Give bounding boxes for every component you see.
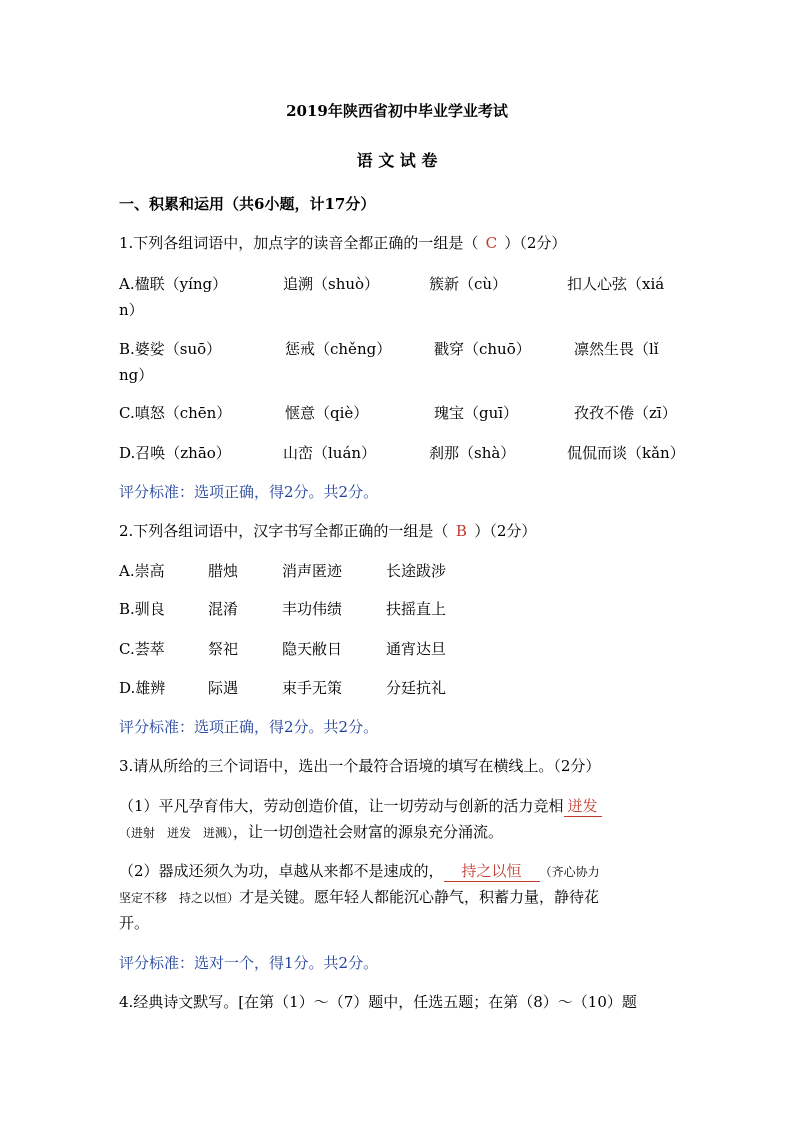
q4-stem: 4.经典诗文默写。[在第（1）～（7）题中，任选五题；在第（8）～（10）题 (119, 993, 637, 1011)
q3-p2-line2 (119, 887, 599, 908)
q1-a-c2: 追溯（shuò） (283, 275, 380, 293)
q1-c-c4: 孜孜不倦（zī） (574, 404, 677, 422)
q1-b-c1: B.婆娑（suō） (119, 340, 222, 358)
q1-a-c4: 扣人心弦（xiá (567, 275, 665, 293)
q1-scoring: 评分标准：选项正确，得2分。共2分。 (119, 483, 379, 501)
q3-p2-answer: 持之以恒 (444, 862, 540, 882)
q1-b-cont: ng） (119, 366, 154, 384)
q2-c-c1: C.荟萃 (119, 640, 165, 658)
q1-c-c3: 瑰宝（guī） (434, 404, 519, 422)
q1-c-c2: 惬意（qiè） (285, 404, 369, 422)
q1-stem-after: ）（2分） (504, 234, 567, 252)
q1-d-c2: 山峦（luán） (283, 444, 377, 462)
q2-stem-after: ）（2分） (474, 522, 537, 540)
q2-a-c1: A.崇高 (119, 562, 165, 580)
q1-d-c3: 刹那（shà） (429, 444, 516, 462)
q2-scoring: 评分标准：选项正确，得2分。共2分。 (119, 718, 379, 736)
q3-p2-options-b: 坚定不移 持之以恒） (119, 891, 240, 905)
q1-d-c4: 侃侃而谈（kǎn） (567, 444, 685, 462)
q3-p2-line1 (119, 861, 600, 882)
q1-b-c3: 戳穿（chuō） (434, 340, 531, 358)
q1-stem-before: 1.下列各组词语中，加点字的读音全都正确的一组是（ (119, 234, 479, 252)
q2-b-c1: B.驯良 (119, 600, 165, 618)
q2-stem (119, 521, 536, 541)
q1-a-cont: n） (119, 301, 144, 319)
q1-d-c1: D.召唤（zhāo） (119, 444, 231, 462)
q3-stem: 3.请从所给的三个词语中，选出一个最符合语境的填写在横线上。（2分） (119, 757, 601, 775)
q3-p2-line3: 开。 (119, 914, 150, 932)
q2-c-c2: 祭祀 (208, 640, 239, 658)
q3-p1-before: （1）平凡孕育伟大，劳动创造价值，让一切劳动与创新的活力竞相 (119, 797, 564, 815)
q2-b-c2: 混淆 (208, 600, 239, 618)
exam-subtitle: 语 文 试 卷 (356, 151, 438, 170)
q3-p1-answer: 迸发 (564, 797, 602, 817)
exam-title: 2019年陕西省初中毕业学业考试 (286, 102, 508, 120)
q2-d-c2: 际遇 (208, 679, 239, 697)
q1-a-c3: 簇新（cù） (429, 275, 508, 293)
q3-p1-options: （进射 迸发 迸溅） (119, 826, 234, 840)
section-heading: 一、积累和运用（共6小题，计17分） (119, 195, 376, 213)
q3-p1-after: ，让一切创造社会财富的源泉充分涌流。 (233, 823, 504, 841)
q2-d-c3: 束手无策 (282, 679, 343, 697)
q2-a-c4: 长途跋涉 (386, 562, 447, 580)
q1-answer: C (485, 234, 498, 252)
q2-b-c3: 丰功伟绩 (282, 600, 343, 618)
q2-b-c4: 扶摇直上 (386, 600, 447, 618)
q2-d-c1: D.雄辨 (119, 679, 166, 697)
q2-c-c4: 通宵达旦 (386, 640, 447, 658)
q3-scoring: 评分标准：选对一个，得1分。共2分。 (119, 954, 379, 972)
q1-c-c1: C.嗔怒（chēn） (119, 404, 232, 422)
q2-answer: B (455, 522, 467, 540)
q1-a-c1: A.楹联（yíng） (119, 275, 228, 293)
q2-a-c3: 消声匿迹 (282, 562, 343, 580)
q2-stem-before: 2.下列各组词语中，汉字书写全都正确的一组是（ (119, 522, 449, 540)
q1-b-c2: 惩戒（chěng） (285, 340, 392, 358)
q1-b-c4: 凛然生畏（lǐ (574, 340, 659, 358)
q2-d-c4: 分廷抗礼 (386, 679, 447, 697)
q3-p2-after-a: 才是关键。愿年轻人都能沉心静气，积蓄力量，静待花 (239, 888, 600, 906)
q3-p2-options-a: （齐心协力 (539, 865, 600, 879)
q3-p2-before: （2）器成还须久为功，卓越从来都不是速成的， (119, 862, 444, 880)
q3-p1-line2 (119, 822, 503, 843)
q1-stem (119, 233, 566, 253)
q2-a-c2: 腊烛 (208, 562, 239, 580)
q3-p1-line1 (119, 796, 602, 816)
q2-c-c3: 隐天敝日 (282, 640, 343, 658)
